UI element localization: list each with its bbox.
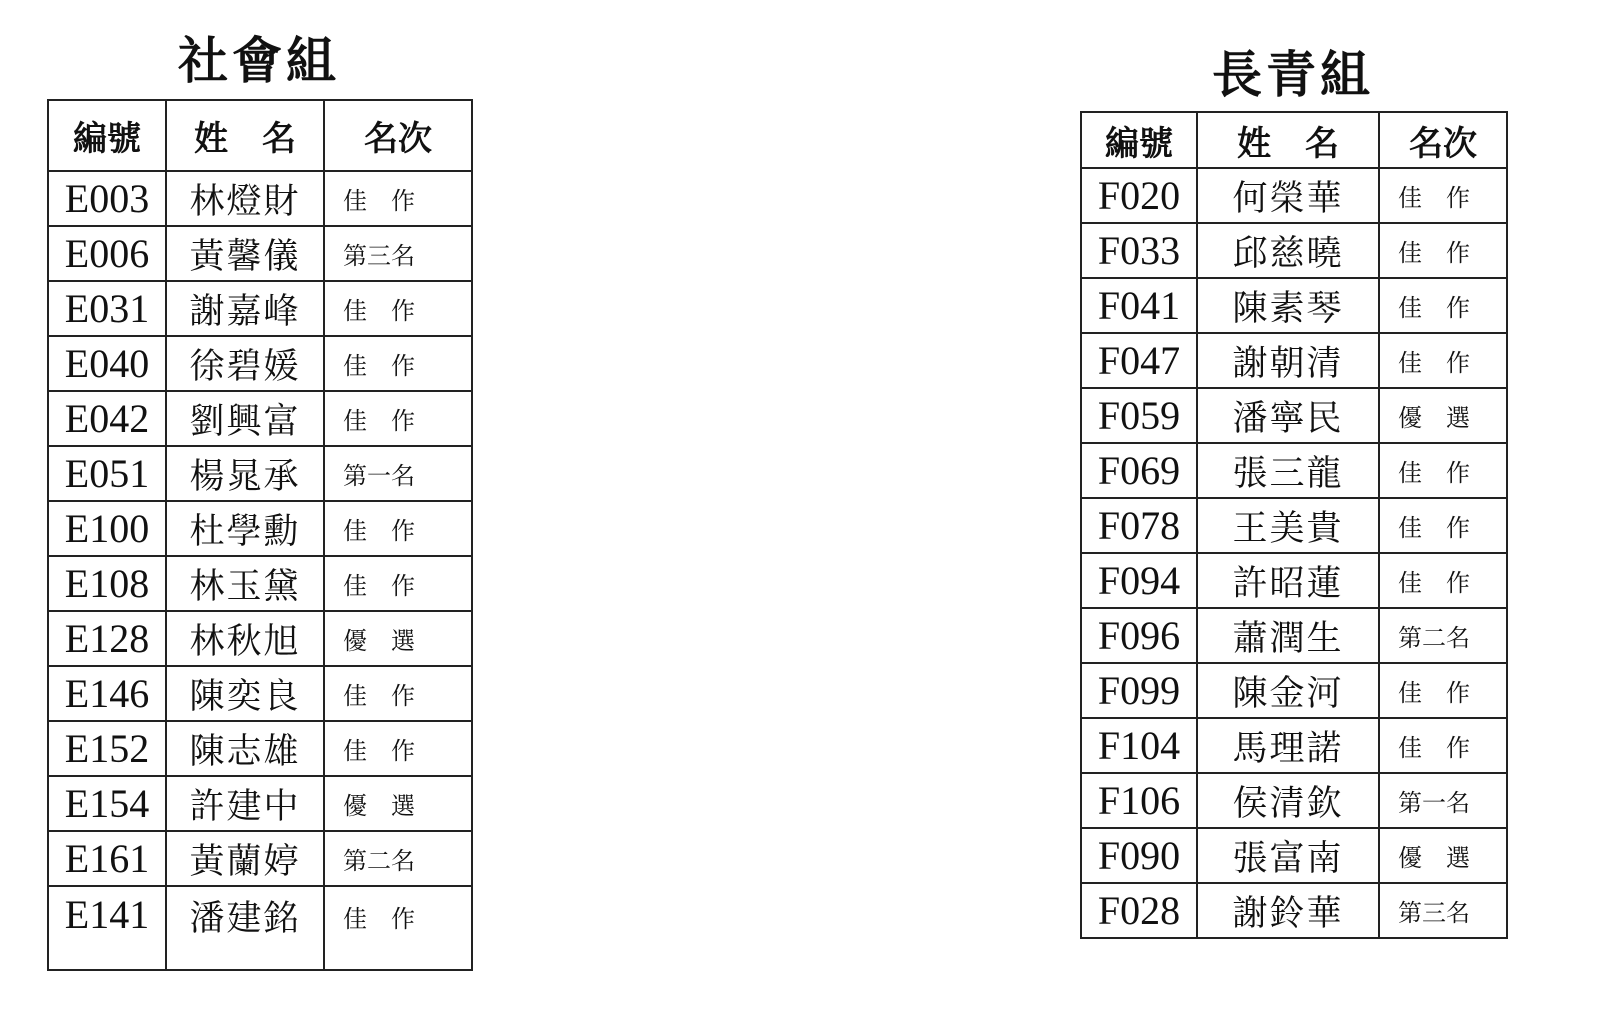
- entrant-name: 陳志雄: [166, 721, 324, 776]
- entry-code: F106: [1081, 773, 1197, 828]
- column-header-rank: 名次: [1379, 112, 1507, 168]
- entrant-name: 林燈財: [166, 171, 324, 226]
- entrant-name: 蕭潤生: [1197, 608, 1379, 663]
- entrant-name: 徐碧媛: [166, 336, 324, 391]
- table-row: [1081, 718, 1507, 773]
- table-row: [1081, 388, 1507, 443]
- table-row: [48, 336, 472, 391]
- table-row: [48, 611, 472, 666]
- award-rank: 佳 作: [324, 556, 472, 611]
- award-rank: 優 選: [1379, 388, 1507, 443]
- entrant-name: 杜學勳: [166, 501, 324, 556]
- entrant-name: 潘建銘: [166, 886, 324, 970]
- table-header-row: [48, 100, 472, 171]
- entrant-name: 林秋旭: [166, 611, 324, 666]
- entry-code: E051: [48, 446, 166, 501]
- table-row: [48, 446, 472, 501]
- entrant-name: 潘寧民: [1197, 388, 1379, 443]
- table-row: [1081, 773, 1507, 828]
- entrant-name: 黃蘭婷: [166, 831, 324, 886]
- award-rank: 佳 作: [1379, 663, 1507, 718]
- table-row: [1081, 168, 1507, 223]
- award-rank: 佳 作: [1379, 278, 1507, 333]
- entrant-name: 陳奕良: [166, 666, 324, 721]
- entrant-name: 許昭蓮: [1197, 553, 1379, 608]
- table-body: [48, 171, 472, 970]
- entry-code: E152: [48, 721, 166, 776]
- entry-code: E128: [48, 611, 166, 666]
- results-table: [47, 99, 473, 971]
- column-header-rank: 名次: [324, 100, 472, 171]
- award-rank: 佳 作: [324, 886, 472, 970]
- entrant-name: 陳素琴: [1197, 278, 1379, 333]
- table-row: [48, 831, 472, 886]
- award-rank: 佳 作: [324, 171, 472, 226]
- award-rank: 佳 作: [324, 281, 472, 336]
- group-title: 長青組: [1212, 46, 1374, 104]
- entrant-name: 張富南: [1197, 828, 1379, 883]
- award-rank: 第二名: [324, 831, 472, 886]
- entry-code: E141: [48, 886, 166, 970]
- entrant-name: 謝朝清: [1197, 333, 1379, 388]
- table-row: [48, 776, 472, 831]
- table-row: [1081, 608, 1507, 663]
- entrant-name: 陳金河: [1197, 663, 1379, 718]
- entry-code: F104: [1081, 718, 1197, 773]
- entry-code: F020: [1081, 168, 1197, 223]
- entry-code: F028: [1081, 883, 1197, 938]
- entrant-name: 許建中: [166, 776, 324, 831]
- entry-code: F096: [1081, 608, 1197, 663]
- table-row: [48, 226, 472, 281]
- column-header-code: 編號: [1081, 112, 1197, 168]
- award-rank: 佳 作: [1379, 443, 1507, 498]
- entrant-name: 何榮華: [1197, 168, 1379, 223]
- table-row: [1081, 883, 1507, 938]
- entry-code: F078: [1081, 498, 1197, 553]
- entry-code: E006: [48, 226, 166, 281]
- award-rank: 優 選: [324, 776, 472, 831]
- award-rank: 佳 作: [1379, 553, 1507, 608]
- group-title: 社會組: [178, 32, 340, 90]
- entrant-name: 謝鈴華: [1197, 883, 1379, 938]
- column-header-name: 姓 名: [166, 100, 324, 171]
- award-rank: 佳 作: [1379, 223, 1507, 278]
- award-rank: 佳 作: [1379, 333, 1507, 388]
- entrant-name: 謝嘉峰: [166, 281, 324, 336]
- award-rank: 佳 作: [324, 501, 472, 556]
- entrant-name: 林玉黛: [166, 556, 324, 611]
- elder-group-section: [1080, 40, 1506, 939]
- table-row: [1081, 278, 1507, 333]
- award-rank: 佳 作: [324, 666, 472, 721]
- table-row: [1081, 223, 1507, 278]
- column-header-name: 姓 名: [1197, 112, 1379, 168]
- entrant-name: 王美貴: [1197, 498, 1379, 553]
- entry-code: F047: [1081, 333, 1197, 388]
- award-rank: 佳 作: [1379, 168, 1507, 223]
- table-row: [1081, 553, 1507, 608]
- table-row: [48, 391, 472, 446]
- table-row: [48, 666, 472, 721]
- table-row: [1081, 333, 1507, 388]
- entry-code: E154: [48, 776, 166, 831]
- award-rank: 第一名: [1379, 773, 1507, 828]
- award-rank: 佳 作: [324, 391, 472, 446]
- social-group-section: [47, 28, 471, 971]
- entry-code: E003: [48, 171, 166, 226]
- table-row: [48, 281, 472, 336]
- table-row: [48, 171, 472, 226]
- entry-code: F033: [1081, 223, 1197, 278]
- entry-code: F090: [1081, 828, 1197, 883]
- table-row: [48, 556, 472, 611]
- entry-code: E040: [48, 336, 166, 391]
- award-rank: 佳 作: [1379, 718, 1507, 773]
- award-rank: 第三名: [1379, 883, 1507, 938]
- column-header-code: 編號: [48, 100, 166, 171]
- table-body: [1081, 168, 1507, 938]
- entry-code: F041: [1081, 278, 1197, 333]
- entrant-name: 劉興富: [166, 391, 324, 446]
- entry-code: E161: [48, 831, 166, 886]
- entrant-name: 張三龍: [1197, 443, 1379, 498]
- table-row: [48, 721, 472, 776]
- award-rank: 第一名: [324, 446, 472, 501]
- table-row: [1081, 498, 1507, 553]
- entrant-name: 楊晁承: [166, 446, 324, 501]
- entrant-name: 黃馨儀: [166, 226, 324, 281]
- entrant-name: 邱慈曉: [1197, 223, 1379, 278]
- entry-code: E042: [48, 391, 166, 446]
- table-row: [1081, 663, 1507, 718]
- table-row: [48, 501, 472, 556]
- entry-code: F094: [1081, 553, 1197, 608]
- entry-code: F059: [1081, 388, 1197, 443]
- table-header-row: [1081, 112, 1507, 168]
- award-rank: 第三名: [324, 226, 472, 281]
- entrant-name: 馬理諾: [1197, 718, 1379, 773]
- entry-code: E146: [48, 666, 166, 721]
- entry-code: E100: [48, 501, 166, 556]
- award-rank: 佳 作: [324, 336, 472, 391]
- award-rank: 佳 作: [1379, 498, 1507, 553]
- entry-code: F069: [1081, 443, 1197, 498]
- table-row: [1081, 443, 1507, 498]
- entry-code: F099: [1081, 663, 1197, 718]
- results-table: [1080, 111, 1508, 939]
- entry-code: E031: [48, 281, 166, 336]
- table-row: [48, 886, 472, 970]
- award-rank: 優 選: [1379, 828, 1507, 883]
- award-rank: 優 選: [324, 611, 472, 666]
- table-row: [1081, 828, 1507, 883]
- award-rank: 佳 作: [324, 721, 472, 776]
- entrant-name: 侯清欽: [1197, 773, 1379, 828]
- entry-code: E108: [48, 556, 166, 611]
- award-rank: 第二名: [1379, 608, 1507, 663]
